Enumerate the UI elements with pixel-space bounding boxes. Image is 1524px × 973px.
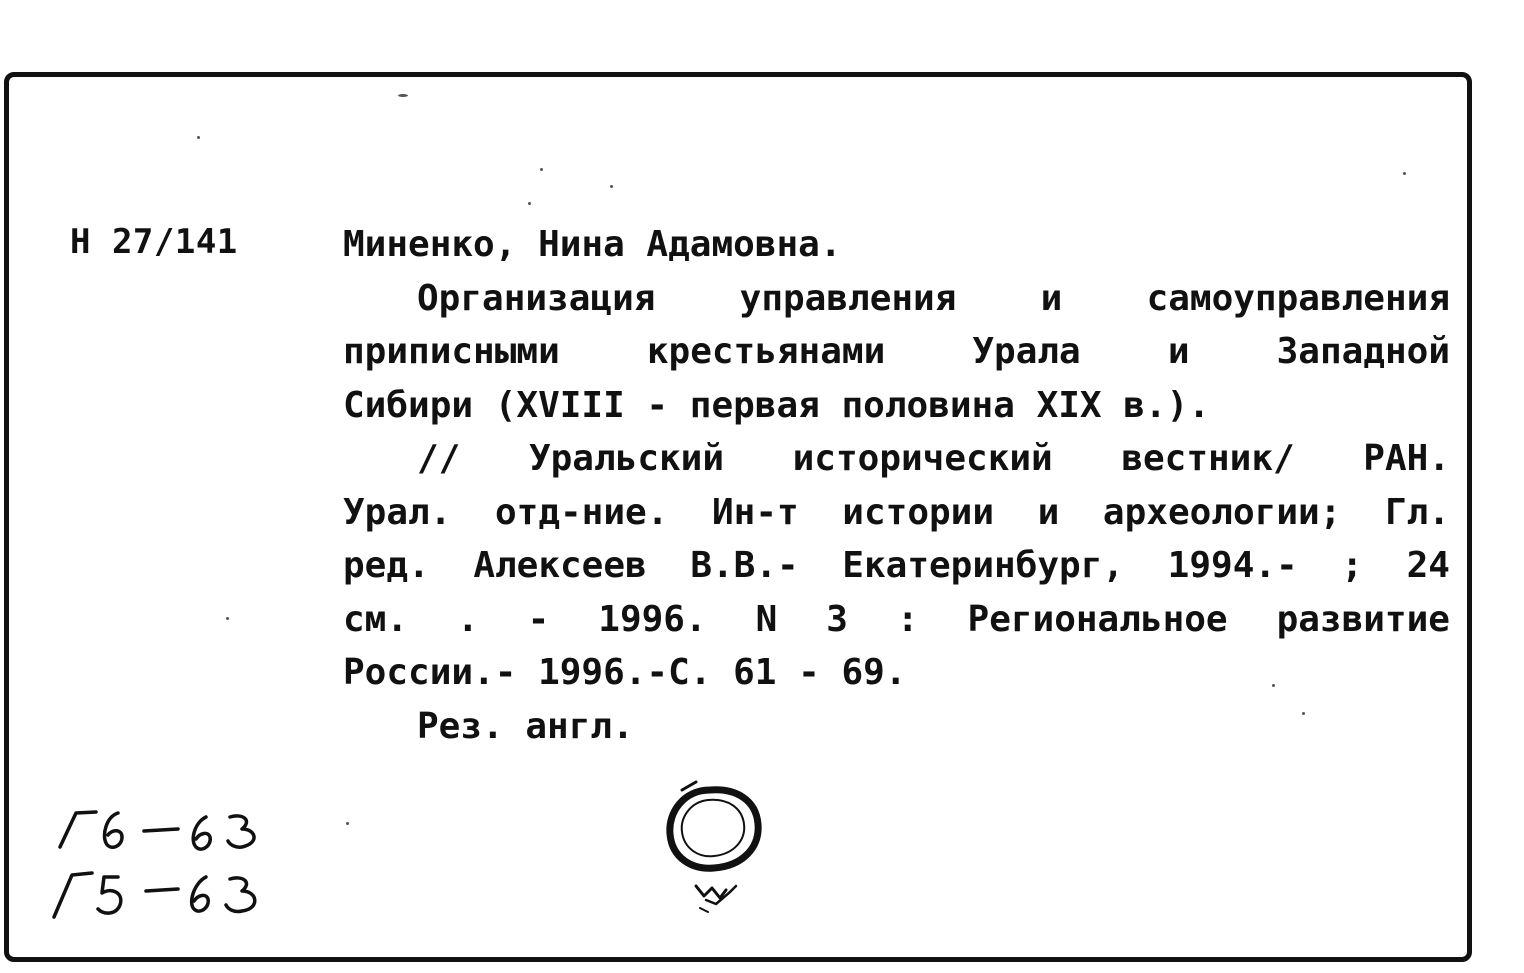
paper-speck bbox=[528, 202, 531, 205]
author-line: Миненко, Нина Адамовна. bbox=[343, 224, 842, 265]
shelfmark: Н 27/141 bbox=[70, 222, 238, 262]
source-line: России.- 1996.-С. 61 - 69. bbox=[343, 652, 907, 693]
title-line: Сибири (XVIII - первая половина XIX в.). bbox=[343, 384, 1210, 426]
source-line: Урал. отд-ние. Ин-т истории и археологии; Гл. bbox=[343, 491, 1450, 533]
source-line: см. . - 1996. N 3 : Региональное развитие bbox=[343, 598, 1450, 640]
bibliographic-entry bbox=[343, 218, 1450, 753]
paper-speck bbox=[197, 136, 200, 139]
source-line: ред. Алексеев В.В.- Екатеринбург, 1994.- ; 24 bbox=[343, 545, 1450, 586]
library-stamp bbox=[650, 768, 780, 928]
paper-speck bbox=[346, 822, 349, 825]
source-line: // Уральский исторический вестник/ РАН. bbox=[417, 438, 1450, 479]
paper-speck bbox=[610, 185, 613, 188]
handwritten-codes bbox=[46, 805, 276, 940]
paper-speck bbox=[1272, 684, 1275, 687]
paper-speck bbox=[540, 168, 543, 171]
title-line: Организация управления и самоуправления bbox=[417, 277, 1450, 319]
paper-speck bbox=[226, 617, 229, 620]
title-line: приписными крестьянами Урала и Западной bbox=[343, 331, 1450, 372]
paper-speck bbox=[398, 94, 408, 97]
summary-note: Рез. англ. bbox=[417, 705, 634, 747]
paper-speck bbox=[1302, 712, 1305, 715]
paper-speck bbox=[1403, 172, 1406, 175]
